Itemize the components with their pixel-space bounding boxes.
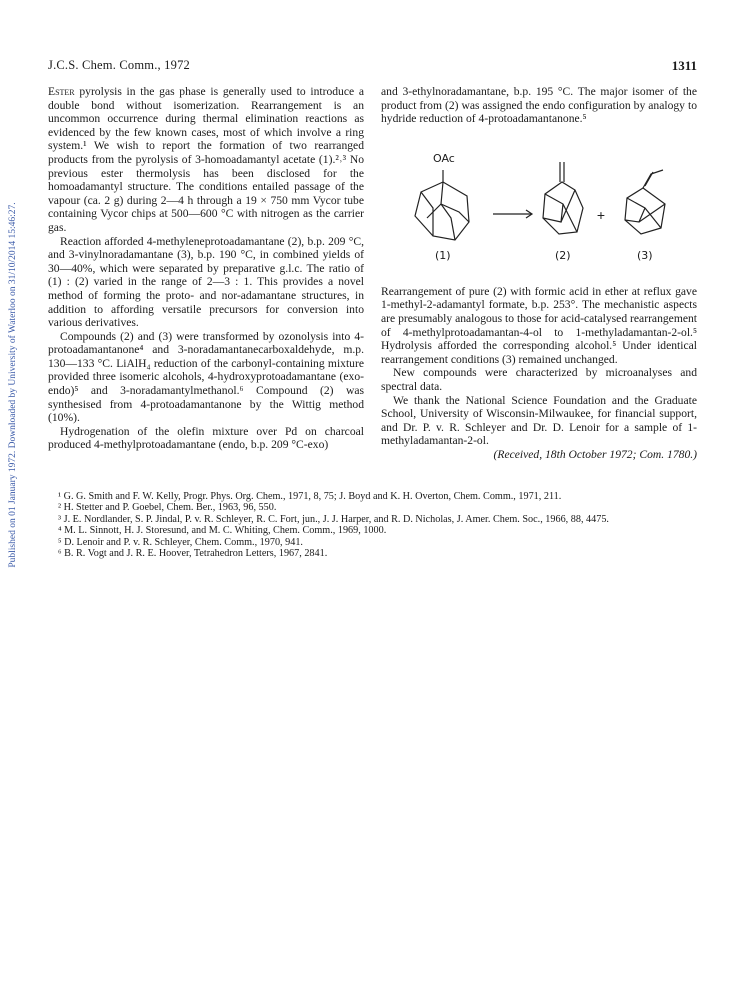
plus-sign: + (596, 206, 606, 223)
download-notice: Published on 01 January 1972. Downloaded by University of Waterloo on 31/10/2014 15:46:27. (8, 202, 18, 568)
page-number: 1311 (671, 58, 697, 73)
paragraph-isomer: and 3-ethylnoradamantane, b.p. 195 °C. The major isomer of the product from (2) was assigned the endo configuration by analogy to hydride reduction of 4-protoadamantanone.⁵ (381, 85, 697, 126)
paragraph-intro (48, 85, 364, 235)
compound-2-label: (2) (555, 248, 571, 262)
paragraph-reaction: Reaction afforded 4-methyleneprotoadamantane (2), b.p. 209 °C, and 3-vinylnoradamantane (3), b.p. 190 °C, in combined yields of 30—40%, which were separated by preparative g.l.c. The ratio of (1) : (2) varied in the range of 2—3 : 1. This provides a novel method of forming the proto- and nor-adamantane structures, in addition to affording versatile precursors for conversion into various derivatives. (48, 234, 364, 330)
right-column (381, 85, 697, 462)
paragraph-compounds: Compounds (2) and (3) were transformed by ozonolysis into 4-protoadamantanone⁴ and 3-noradamantanecarboxaldehyde, m.p. 130—133 °C. LiAlH₄ reduction of the carbonyl-containing mixture provided three isomeric alcohols, 4-hydroxyprotoadamantane (exo-endo)⁵ and 3-noradamantylmethanol.⁶ Compound (2) was synthesised from 4-protoadamantanone by the Wittig method (10%). (48, 329, 364, 425)
reference-6: ⁶ B. R. Vogt and J. R. E. Hoover, Tetrahedron Letters, 1967, 2841. (58, 548, 328, 560)
reference-2: ² H. Stetter and P. Goebel, Chem. Ber., 1963, 96, 550. (58, 502, 277, 514)
compound-1-structure (415, 170, 469, 240)
references-list (58, 491, 698, 559)
reference-4: ⁴ M. L. Sinnott, H. J. Storesund, and M. C. Whiting, Chem. Comm., 1969, 1000. (58, 525, 387, 537)
reaction-arrow (493, 210, 532, 218)
paragraph-acknowledgement: We thank the National Science Foundation and the Graduate School, University of Wisconsin-Milwaukee, for financial support, and Dr. P. v. R. Schleyer and Dr. D. Lenoir for a sample of 1-methyladamantan-2-ol. (381, 393, 697, 448)
compound-2-structure (543, 162, 583, 234)
paragraph-rearrangement: Rearrangement of pure (2) with formic acid in ether at reflux gave 1-methyl-2-adamantyl formate, b.p. 253°. The mechanistic aspects are presumably analogous to those for acid-catalysed rearrangement of 4-methylprotoadamantan-4-ol to 1-methyladamantan-2-ol.⁵ Hydrolysis afforded the corresponding alcohol.⁵ Under identical rearrangement conditions (3) remained unchanged. (381, 284, 697, 366)
oac-label: OAc (433, 151, 455, 165)
compound-3-label: (3) (637, 248, 653, 262)
left-column (48, 85, 364, 452)
paragraph-characterization: New compounds were characterized by microanalyses and spectral data. (381, 366, 697, 393)
reaction-scheme (381, 148, 697, 263)
compound-3-structure (625, 170, 665, 234)
paragraph-hydrogenation: Hydrogenation of the olefin mixture over Pd on charcoal produced 4-methylprotoadamantane (endo, b.p. 209 °C-exo) (48, 424, 364, 452)
compound-1-label: (1) (435, 248, 451, 262)
reference-3: ³ J. E. Nordlander, S. P. Jindal, P. v. R. Schleyer, R. C. Fort, jun., J. J. Harper, and R. D. Nicholas, J. Amer. Chem. Soc., 1966, 88, 4475. (58, 513, 609, 525)
reaction-scheme-drawing (381, 148, 697, 263)
reference-1: ¹ G. G. Smith and F. W. Kelly, Progr. Phys. Org. Chem., 1971, 8, 75; J. Boyd and K. H. Overton, Chem. Comm., 1971, 211. (58, 491, 562, 502)
paragraph-intro-text: pyrolysis in the gas phase is generally used to introduce a double bond without isomerization. Rearrangement is an uncommon occurrence during thermal elimination reactions as evidenced by the few known cases, most of which involve a ring system.¹ We wish to report the formation of two rearranged products from the pyrolysis of 3-homoadamantyl acetate (1).²˒³ No previous ester thermolysis has been disclosed for the homoadamantyl structure. The conditions entailed passage of the vapour (ca. 2 g) during 2—4 h through a 19 × 750 mm Vycor tube containing Vycor chips at 500—600 °C with nitrogen as the carrier gas. (48, 85, 364, 234)
journal-header: J.C.S. Chem. Comm., 1972 (48, 58, 190, 72)
download-sidebar (3, 0, 17, 1008)
lead-word: Ester (48, 85, 75, 98)
reference-5: ⁵ D. Lenoir and P. v. R. Schleyer, Chem. Comm., 1970, 941. (58, 536, 303, 548)
received-date: (Received, 18th October 1972; Com. 1780.) (493, 447, 697, 461)
